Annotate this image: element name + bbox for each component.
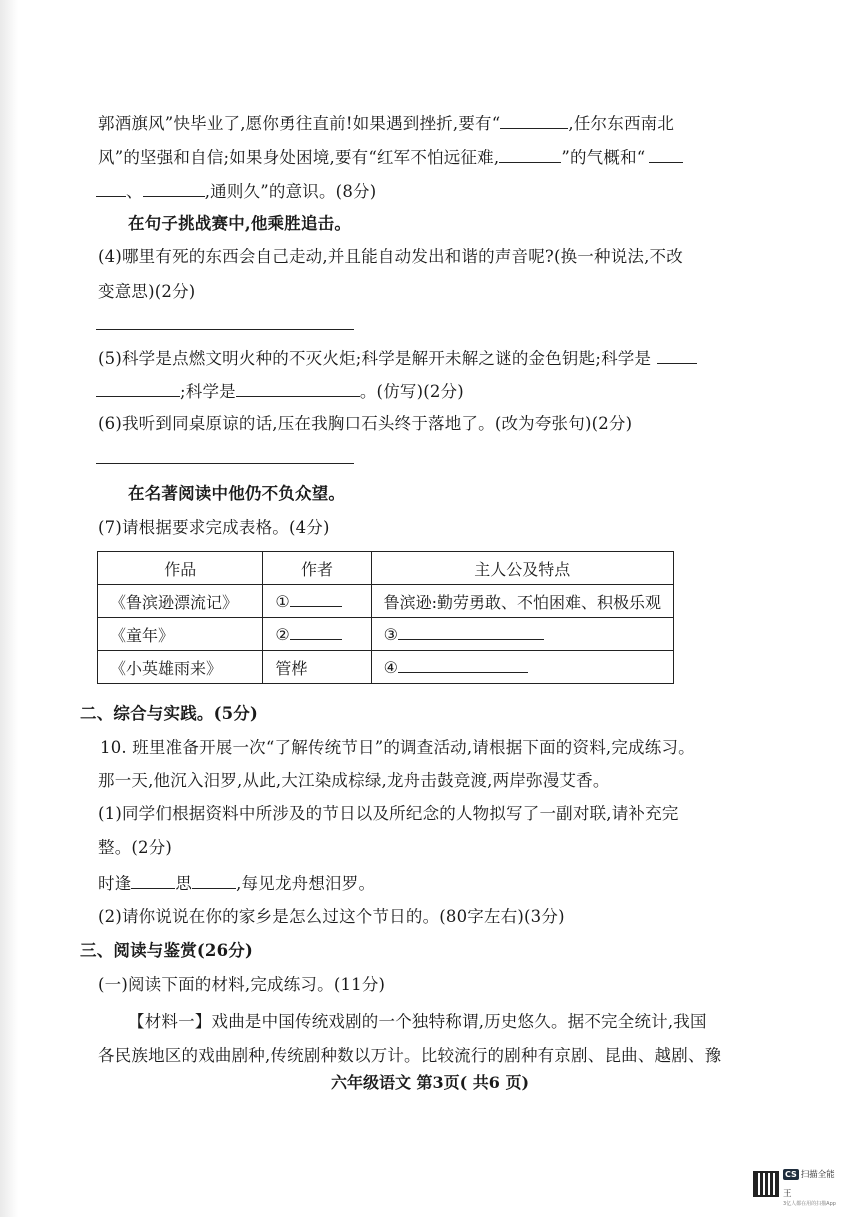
feature-cell: 鲁滨逊:勤劳勇敢、不怕困难、积极乐观 [371,585,673,618]
challenge-heading-2: 在名著阅读中他仍不负众望。 [128,484,346,503]
work-title: 《小英雄雨来》 [98,651,263,684]
answer-line-q6[interactable] [96,463,354,464]
feature-cell[interactable]: ③ [371,618,673,651]
fill-blank [96,180,126,197]
author-cell[interactable]: ① [263,585,371,618]
fill-blank [398,625,544,640]
q10-line: 10. 班里准备开展一次“了解传统节日”的调查活动,请根据下面的资料,完成练习。 [100,738,695,757]
q10-sub1-line2: 整。(2分) [98,838,173,857]
q6-line: (6)我听到同桌原谅的话,压在我胸口石头终于落地了。(改为夸张句)(2分) [98,414,633,433]
table-header-row [98,552,674,585]
fill-blank [649,146,683,163]
q4-line2: 变意思)(2分) [98,282,196,301]
qr-code-icon [753,1171,779,1197]
fill-blank [96,380,180,397]
author-cell[interactable]: ② [263,618,371,651]
fill-blank [290,625,342,640]
fill-blank [143,180,205,197]
answer-line-q4[interactable] [96,329,354,330]
page-footer: 六年级语文 第3页( 共6 页) [330,1073,530,1092]
cs-text-block [783,1162,843,1207]
q5-line1: (5)科学是点燃文明火种的不灭火炬;科学是解开未解之谜的金色钥匙;科学是 [98,347,697,370]
q9-line3: 、 ,通则久”的意识。(8分) [96,180,376,203]
q7-line: (7)请根据要求完成表格。(4分) [98,518,330,537]
fill-blank [236,380,360,397]
table-row [98,585,674,618]
material-one-line2: 各民族地区的戏曲剧种,传统剧种数以万计。比较流行的剧种有京剧、昆曲、越剧、豫 [98,1046,722,1065]
material-one-line1: 【材料一】戏曲是中国传统戏剧的一个独特称谓,历史悠久。据不完全统计,我国 [128,1012,707,1031]
couplet-line: 时逢 思 ,每见龙舟想汨罗。 [98,874,376,893]
fill-blank [398,658,528,673]
q10-sub1-line1: (1)同学们根据资料中所涉及的节日以及所纪念的人物拟写了一副对联,请补充完 [98,804,679,823]
q10-sub2-line: (2)请你说说在你的家乡是怎么过这个节日的。(80字左右)(3分) [98,907,565,926]
material-line: 那一天,他沉入汨罗,从此,大江染成棕绿,龙舟击鼓竞渡,两岸弥漫艾香。 [98,771,610,790]
page-shadow [0,0,18,1217]
fill-blank [499,146,561,163]
fill-blank [500,112,568,129]
part1-heading: (一)阅读下面的材料,完成练习。(11分) [98,975,386,994]
cs-logo-icon: CS [785,1169,797,1179]
q9-line1: 郭酒旗风”快毕业了,愿你勇往直前!如果遇到挫折,要有“ ,任尔东西南北 [98,114,675,133]
fill-blank [131,872,175,889]
fill-blank [192,872,236,889]
scan-app-tagline: 3亿人都在用的扫描App [783,1200,836,1207]
table-row [98,651,674,684]
table-header: 主人公及特点 [371,552,673,585]
fill-blank [657,347,697,364]
scan-app-name: 扫描全能王 [783,1169,835,1199]
table-header: 作品 [98,552,263,585]
scan-app-badge [753,1167,845,1207]
section-heading-3: 三、阅读与鉴赏(26分) [80,941,253,960]
challenge-heading-1: 在句子挑战赛中,他乘胜追击。 [128,214,352,233]
work-title: 《童年》 [98,618,263,651]
feature-cell[interactable]: ④ [371,651,673,684]
q5-line2: ;科学是 。(仿写)(2分) [96,380,464,403]
fill-blank [290,592,342,607]
q4-line1: (4)哪里有死的东西会自己走动,并且能自动发出和谐的声音呢?(换一种说法,不改 [98,247,683,266]
table-header: 作者 [263,552,371,585]
section-heading-2: 二、综合与实践。(5分) [80,704,258,723]
work-title: 《鲁滨逊漂流记》 [98,585,263,618]
works-table [97,551,674,684]
author-cell: 管桦 [263,651,371,684]
q9-line2: 风”的坚强和自信;如果身处困境,要有“红军不怕远征难, ”的气概和“ [98,146,683,169]
table-row [98,618,674,651]
